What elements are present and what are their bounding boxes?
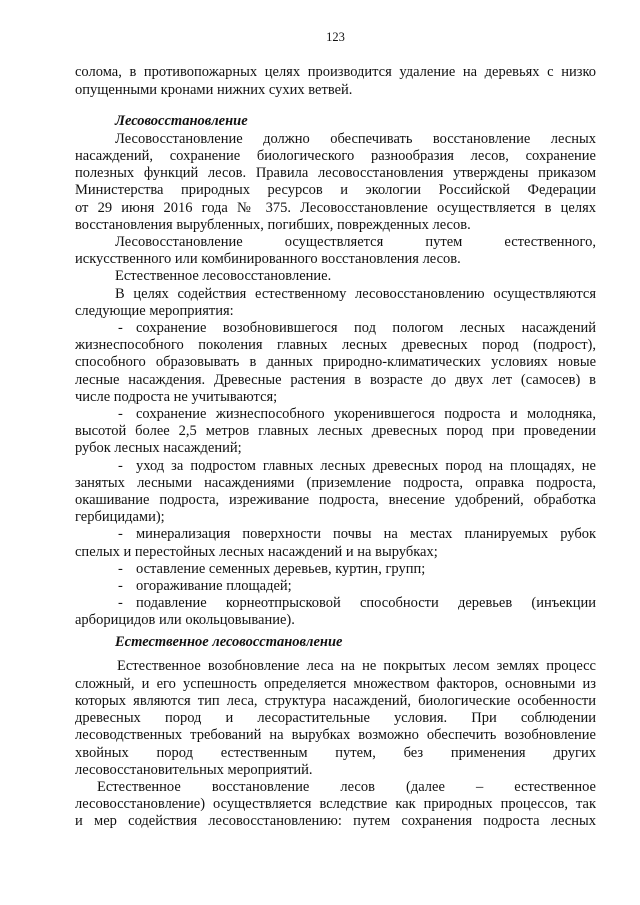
text-line: числе подроста не учитываются; bbox=[75, 388, 278, 405]
list-item-first-line bbox=[75, 595, 596, 612]
list-marker: - bbox=[118, 560, 123, 577]
text-line: от 29 июня 2016 года № 375. Лесовосстановление осуществляется в целях bbox=[75, 199, 596, 216]
list-item bbox=[75, 595, 596, 629]
list-item-first-line bbox=[75, 406, 596, 423]
paragraph bbox=[75, 268, 596, 285]
text-line: Естественное лесовосстановление. bbox=[115, 268, 332, 285]
text-line: лесоводственных требований на вырубках возможно обеспечить возобновление bbox=[75, 727, 596, 744]
list-marker: - bbox=[118, 578, 123, 595]
list-item bbox=[75, 320, 596, 406]
text-line: искусственного или комбинированного восстановления лесов. bbox=[75, 251, 461, 268]
text-line: Естественное восстановление лесов (далее – естественное bbox=[97, 778, 596, 795]
paragraph bbox=[75, 64, 596, 98]
list-marker: - bbox=[118, 320, 123, 337]
paragraph bbox=[75, 779, 596, 831]
text-line: лесные насаждения. Древесные растения в возрасте до двух лет (самосев) в bbox=[75, 371, 596, 388]
text-line: опущенными кронами нижних сухих ветвей. bbox=[75, 81, 353, 98]
text-line: солома, в противопожарных целях производится удаление на деревьях с низко bbox=[75, 64, 596, 81]
list-item-first-line bbox=[75, 526, 596, 543]
section-heading: Лесовосстановление bbox=[115, 112, 248, 129]
list-item bbox=[75, 561, 596, 578]
text-line: лесовосстановление) осуществляется вследствие как природных процессов, так bbox=[75, 796, 596, 813]
text-line: хвойных пород естественным путем, без применения других bbox=[75, 744, 596, 761]
list-item bbox=[75, 458, 596, 527]
list-marker: - bbox=[118, 406, 123, 423]
page-body bbox=[75, 64, 596, 830]
text-line: минерализация поверхности почвы на местах планируемых рубок bbox=[136, 526, 596, 543]
text-line: способного образовывать в данных природно-климатических условиях новые bbox=[75, 354, 596, 371]
text-line: гербицидами); bbox=[75, 509, 165, 526]
text-line: и мер содействия лесовосстановлению: путем сохранения подроста лесных bbox=[75, 813, 596, 830]
text-line: рубок лесных насаждений; bbox=[75, 440, 242, 457]
text-line: уход за подростом главных лесных древесных пород на площадях, не bbox=[136, 457, 596, 474]
text-line: сложный, и его успешность определяется множеством факторов, основными из bbox=[75, 675, 596, 692]
text-line: которых являются тип леса, структура насаждений, биологические особенности bbox=[75, 692, 596, 709]
list-item-first-line bbox=[75, 561, 596, 578]
list-marker: - bbox=[118, 526, 123, 543]
text-line: оставление семенных деревьев, куртин, групп; bbox=[136, 560, 426, 577]
text-line: Министерства природных ресурсов и экологии Российской Федерации bbox=[75, 182, 596, 199]
text-line: арборицидов или окольцовывание). bbox=[75, 612, 295, 629]
text-line: Лесовосстановление осуществляется путем естественного, bbox=[115, 234, 596, 251]
section-heading: Естественное лесовосстановление bbox=[115, 634, 343, 651]
text-line: жизнеспособного поколения главных лесных древесных пород (подрост), bbox=[75, 337, 596, 354]
text-line: Естественное возобновление леса на не покрытых лесом землях процесс bbox=[117, 658, 596, 675]
list-item bbox=[75, 406, 596, 458]
bullet-list bbox=[75, 320, 596, 630]
list-item-first-line bbox=[75, 320, 596, 337]
list-marker: - bbox=[118, 457, 123, 474]
paragraph bbox=[75, 286, 596, 320]
text-line: насаждений, сохранение биологического разнообразия лесов, сохранение bbox=[75, 148, 596, 164]
paragraph bbox=[75, 131, 596, 234]
text-line: древесных пород и лесорастительные условия. При соблюдении bbox=[75, 710, 596, 727]
text-line: высотой более 2,5 метров главных лесных древесных пород при проведении bbox=[75, 423, 596, 440]
text-line: следующие мероприятия: bbox=[75, 302, 234, 319]
text-line: спелых и перестойных лесных насаждений и на вырубках; bbox=[75, 543, 438, 560]
text-line: восстановления вырубленных, погибших, поврежденных лесов. bbox=[75, 216, 471, 233]
text-line: огораживание площадей; bbox=[136, 578, 292, 595]
text-line: сохранение возобновившегося под пологом лесных насаждений bbox=[136, 320, 596, 337]
text-line: окашивание подроста, изреживание подроста, внесение удобрений, обработка bbox=[75, 492, 596, 509]
text-line: занятых лесными насаждениями (приземление подроста, оправка подроста, bbox=[75, 474, 596, 491]
list-item bbox=[75, 578, 596, 595]
page-number: 123 bbox=[326, 30, 345, 44]
list-item-first-line bbox=[75, 458, 596, 475]
list-marker: - bbox=[118, 595, 123, 612]
text-line: лесовосстановительных мероприятий. bbox=[75, 761, 313, 778]
text-line: Лесовосстановление должно обеспечивать восстановление лесных bbox=[115, 130, 596, 147]
list-item bbox=[75, 526, 596, 560]
list-item-first-line bbox=[75, 578, 596, 595]
text-line: подавление корнеотпрысковой способности деревьев (инъекции bbox=[136, 595, 596, 612]
paragraph bbox=[75, 234, 596, 268]
text-line: полезных функций лесов. Правила лесовосстановления утверждены приказом bbox=[75, 165, 596, 182]
text-line: В целях содействия естественному лесовосстановлению осуществляются bbox=[115, 285, 596, 302]
text-line: сохранение жизнеспособного укоренившегося подроста и молодняка, bbox=[136, 406, 596, 423]
paragraph bbox=[75, 658, 596, 778]
